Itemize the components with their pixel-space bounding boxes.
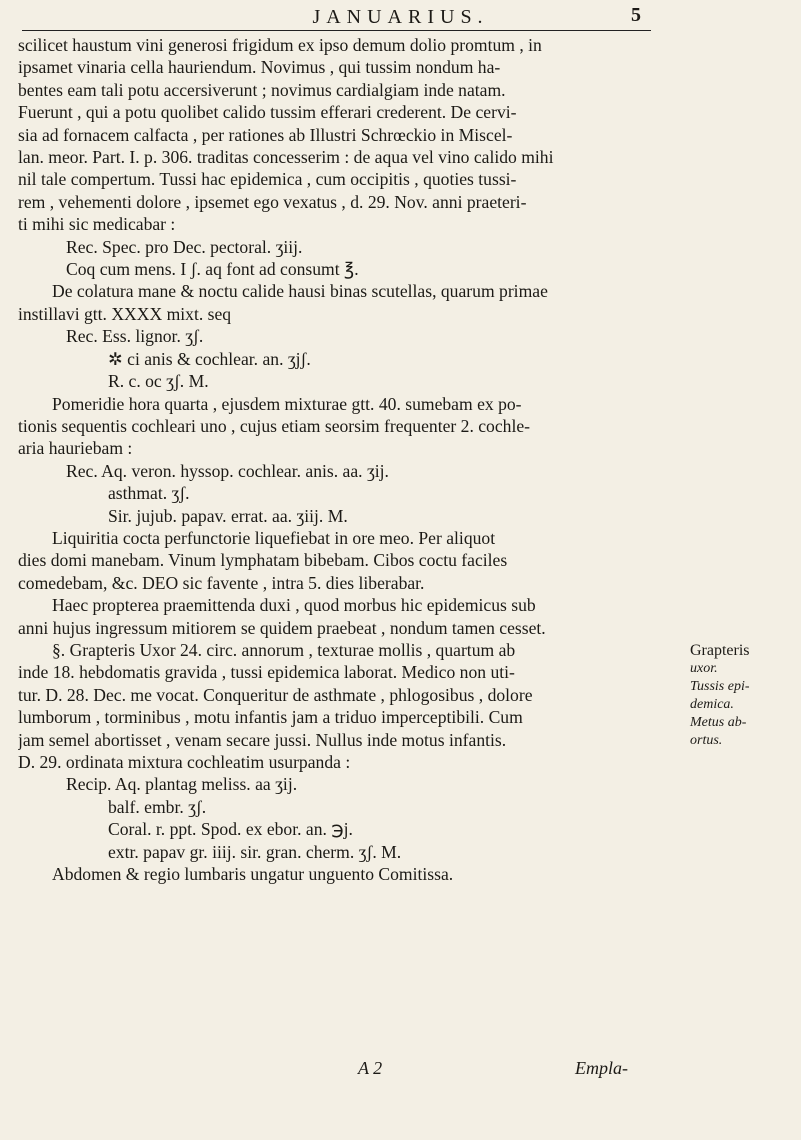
recipe-line: ✲ ci anis & cochlear. an. ʒjʃ. [108,348,311,369]
text-line: Liquiritia cocta perfunctorie liquefiebat in ore meo. Per aliquot [52,527,496,548]
catchword: Empla- [575,1058,628,1078]
body-text [18,34,686,885]
margin-note: uxor. [690,661,718,676]
text-line: Pomeridie hora quarta , ejusdem mixturae gtt. 40. sumebam ex po- [52,393,522,414]
text-line: inde 18. hebdomatis gravida , tussi epidemica laborat. Medico non uti- [18,662,515,683]
text-line: nil tale compertum. Tussi hac epidemica , cum occipitis , quoties tussi- [18,169,517,190]
text-line: aria hauriebam : [18,438,133,459]
text-line: bentes eam tali potu accersiverunt ; novimus cardialgiam inde natam. [18,79,506,100]
recipe-line: Coral. r. ppt. Spod. ex ebor. an. ℈j. [108,819,353,840]
recipe-line: Recip. Aq. plantag meliss. aa ʒij. [66,774,298,795]
text-line: comedebam, &c. DEO sic favente , intra 5. dies liberabar. [18,572,425,593]
page-header [0,0,801,32]
recipe-line: extr. papav gr. iiij. sir. gran. cherm. ʒʃ. M. [108,841,402,862]
margin-note: Tussis epi- [690,679,750,694]
margin-note: ortus. [690,733,723,748]
text-line: scilicet haustum vini generosi frigidum ex ipso demum dolio promtum , in [18,35,542,55]
text-line: dies domi manebam. Vinum lymphatam bibebam. Cibos coctu faciles [18,550,508,571]
text-line: tionis sequentis cochleari uno , cujus etiam seorsim frequenter 2. cochle- [18,415,531,436]
text-line: sia ad fornacem calfacta , per rationes ab Illustri Schrœckio in Miscel- [18,124,513,145]
text-line: Haec propterea praemittenda duxi , quod morbus hic epidemicus sub [52,595,536,616]
text-line: anni hujus ingressum mitiorem se quidem praebeat , nondum tamen cesset. [18,617,546,638]
margin-notes [690,642,795,750]
recipe-line: Rec. Spec. pro Dec. pectoral. ʒiij. [66,236,303,257]
recipe-line: asthmat. ʒʃ. [108,483,190,504]
recipe-line: Sir. jujub. papav. errat. aa. ʒiij. M. [108,505,348,526]
text-line: De colatura mane & noctu calide hausi binas scutellas, quarum primae [52,281,548,302]
running-title: JANUARIUS. [312,6,489,28]
recipe-line: Rec. Ess. lignor. ʒʃ. [66,326,204,347]
margin-note: demica. [690,697,734,712]
text-line: lan. meor. Part. I. p. 306. traditas concesserim : de aqua vel vino calido mihi [18,147,554,168]
margin-note: Metus ab- [690,715,747,730]
text-line: Abdomen & regio lumbaris ungatur unguento Comitissa. [52,864,454,885]
text-line: lumborum , torminibus , motu infantis jam a triduo imperceptibili. Cum [18,707,523,728]
text-line: D. 29. ordinata mixtura cochleatim usurpanda : [18,752,351,772]
text-line: §. Grapteris Uxor 24. circ. annorum , texturae mollis , quartum ab [52,639,516,660]
recipe-line: Coq cum mens. I ʃ. aq font ad consumt ℥. [66,259,359,280]
margin-note: Grapteris [690,642,750,659]
recipe-line: balf. embr. ʒʃ. [108,796,207,817]
text-line: Fuerunt , qui a potu quolibet calido tussim efferari crederent. De cervi- [18,102,517,123]
text-line: jam semel abortisset , venam secare jussi. Nullus inde motus infantis. [18,729,507,750]
text-line: ti mihi sic medicabar : [18,214,176,235]
signature-mark: A 2 [358,1058,383,1078]
text-line: ipsamet vinaria cella hauriendum. Novimus , qui tussim nondum ha- [18,57,501,78]
recipe-line: Rec. Aq. veron. hyssop. cochlear. anis. aa. ʒij. [66,460,389,481]
text-line: rem , vehementi dolore , ipsemet ego vexatus , d. 29. Nov. anni praeteri- [18,191,527,212]
text-line: tur. D. 28. Dec. me vocat. Conqueritur de asthmate , phlogosibus , dolore [18,684,533,705]
page-number: 5 [631,4,641,26]
recipe-line: R. c. oc ʒʃ. M. [108,371,209,392]
text-line: instillavi gtt. XXXX mixt. seq [18,303,232,324]
header-rule [22,30,651,31]
